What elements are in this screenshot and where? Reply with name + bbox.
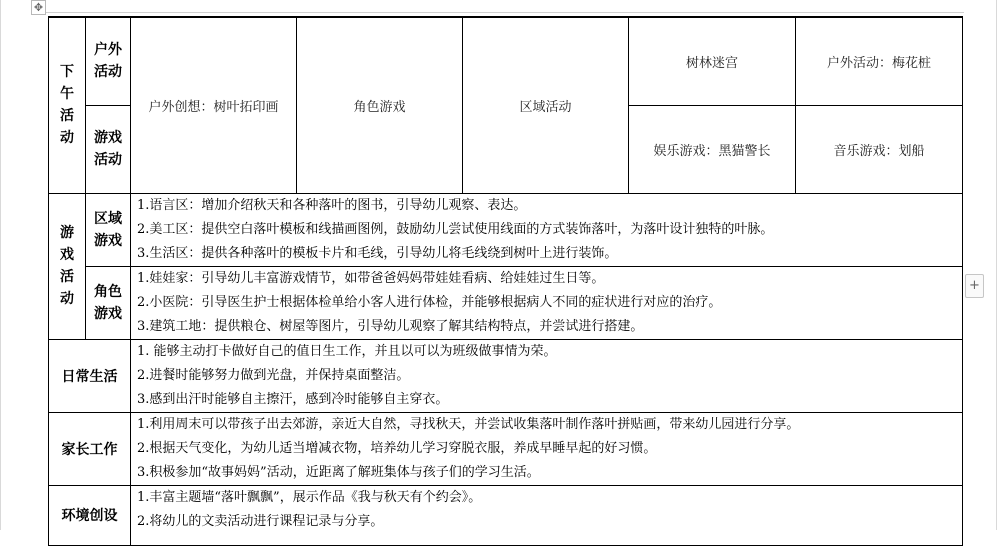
environment-list	[131, 485, 963, 545]
role-play-cell: 角色游戏	[297, 17, 463, 193]
weekly-plan-table	[48, 16, 963, 546]
list-item: 2.将幼儿的文卖活动进行课程记录与分享。	[137, 513, 384, 529]
afternoon-category: 下 午 活 动	[49, 17, 86, 193]
daily-life-list	[131, 339, 963, 412]
list-item: 3.感到出汗时能够自主擦汗，感到冷时能够自主穿衣。	[137, 391, 449, 407]
list-item: 3.建筑工地：提供粮仓、树屋等图片，引导幼儿观察了解其结构特点，并尝试进行搭建。	[137, 318, 644, 334]
parent-work-list	[131, 412, 963, 485]
list-item: 2.根据天气变化，为幼儿适当增减衣物，培养幼儿学习穿脱衣服，养成早睡早起的好习惯。	[137, 440, 657, 456]
rowing-music-game-cell: 音乐游戏：划船	[796, 105, 963, 193]
daily-life-label: 日常生活	[49, 339, 131, 412]
outdoor-creation-cell: 户外创想：树叶拓印画	[131, 17, 297, 193]
list-item: 3.积极参加“故事妈妈”活动，近距离了解班集体与孩子们的学习生活。	[137, 464, 540, 480]
role-game-label: 角色 游戏	[86, 266, 131, 339]
game-activity-category: 游 戏 活 动	[49, 193, 86, 339]
page-left-edge	[0, 0, 1, 530]
list-item: 1.丰富主题墙“落叶飘飘”，展示作品《我与秋天有个约会》。	[137, 489, 482, 505]
outdoor-activity-label: 户外 活动	[86, 17, 131, 105]
area-game-list	[131, 193, 963, 266]
list-item: 1.语言区：增加介绍秋天和各种落叶的图书，引导幼儿观察、表达。	[137, 197, 527, 213]
list-item: 1. 能够主动打卡做好自己的值日生工作，并且以可以为班级做事情为荣。	[137, 343, 557, 359]
forest-maze-cell: 树林迷宫	[629, 17, 796, 105]
black-cat-game-cell: 娱乐游戏：黑猫警长	[629, 105, 796, 193]
role-game-list	[131, 266, 963, 339]
parent-work-label: 家长工作	[49, 412, 131, 485]
environment-label: 环境创设	[49, 485, 131, 545]
list-item: 2.进餐时能够努力做到光盘，并保持桌面整洁。	[137, 367, 410, 383]
list-item: 3.生活区：提供各种落叶的模板卡片和毛线，引导幼儿将毛线绕到树叶上进行装饰。	[137, 245, 618, 261]
area-activity-cell: 区域活动	[463, 17, 629, 193]
list-item: 2.小医院：引导医生护士根据体检单给小客人进行体检，并能够根据病人不同的症状进行对应的治疗。	[137, 294, 722, 310]
game-activity-label: 游戏 活动	[86, 105, 131, 193]
list-item: 1.利用周末可以带孩子出去郊游，亲近大自然，寻找秋天，并尝试收集落叶制作落叶拼贴画，带来幼儿园进行分享。	[137, 416, 800, 432]
page-right-edge	[996, 0, 997, 530]
list-item: 1.娃娃家：引导幼儿丰富游戏情节，如带爸爸妈妈带娃娃看病、给娃娃过生日等。	[137, 270, 605, 286]
area-game-label: 区域 游戏	[86, 193, 131, 266]
list-item: 2.美工区：提供空白落叶模板和线描画图例，鼓励幼儿尝试使用线面的方式装饰落叶，为落叶设计独特的叶脉。	[137, 221, 774, 237]
table-move-handle[interactable]: ✥	[31, 0, 46, 15]
plum-pile-cell: 户外活动：梅花桩	[796, 17, 963, 105]
add-column-button[interactable]: +	[965, 274, 984, 298]
page-top-rule	[46, 12, 964, 13]
